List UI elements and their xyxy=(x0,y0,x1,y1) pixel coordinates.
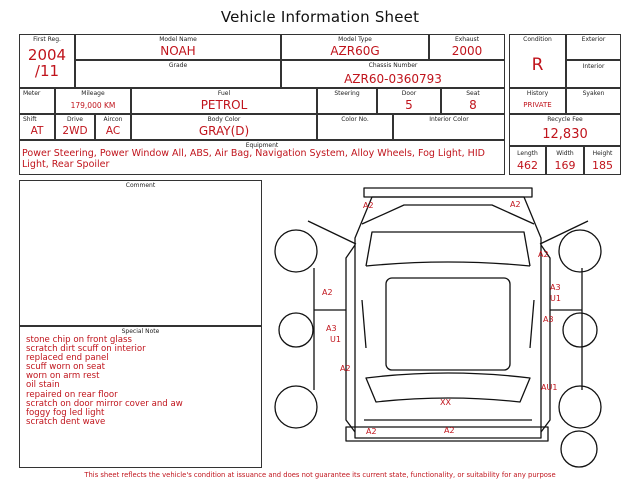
model-type-label: Model Type xyxy=(338,36,372,43)
recycle-fee-value: 12,830 xyxy=(542,127,588,142)
drive-label: Drive xyxy=(67,116,83,123)
interior-label: Interior xyxy=(582,63,605,70)
condition-label: Condition xyxy=(523,36,552,43)
left-side-detail xyxy=(362,300,366,348)
first-reg-label: First Reg. xyxy=(33,36,61,43)
model-type-value: AZR60G xyxy=(330,44,380,58)
aircon-value: AC xyxy=(105,125,121,137)
rear-right-wheel xyxy=(559,386,601,428)
special-note-item: replaced end panel xyxy=(26,353,109,364)
special-note-item: stone chip on front glass xyxy=(26,335,132,345)
damage-mark: XX xyxy=(440,398,451,407)
first-reg-year: 2004 xyxy=(27,46,67,64)
drive-value: 2WD xyxy=(62,125,88,137)
equipment-text: Power Steering, Power Window All, ABS, Air Bag, Navigation System, Alloy Wheels, Fog Light, HID Light, Rear Spoiler xyxy=(22,148,485,170)
interior-color-label: Interior Color xyxy=(429,116,469,123)
width-label: Width xyxy=(556,150,574,157)
first-reg-month: /11 xyxy=(34,62,60,80)
body-color-value: GRAY(D) xyxy=(198,124,250,138)
recycle-fee-label: Recycle Fee xyxy=(547,116,583,123)
length-label: Length xyxy=(517,150,538,157)
shift-value: AT xyxy=(30,125,44,137)
hood-outline xyxy=(362,205,534,224)
damage-mark: A2 xyxy=(322,288,333,297)
disclaimer-text: This sheet reflects the vehicle's condition at issuance and does not guarantee its current state, functionality, or suitability for any purpose xyxy=(84,471,556,479)
left-side-line xyxy=(346,245,355,432)
history-value: PRIVATE xyxy=(523,101,552,109)
body-color-label: Body Color xyxy=(207,116,241,123)
damage-mark: A2 xyxy=(510,200,521,209)
special-note-item: oil stain xyxy=(26,380,60,391)
chassis-value: AZR60-0360793 xyxy=(344,72,442,86)
right-side-wheel xyxy=(563,313,597,347)
damage-mark: A2 xyxy=(538,250,549,259)
page-title: Vehicle Information Sheet xyxy=(220,8,420,26)
color-no-label: Color No. xyxy=(341,116,369,123)
chassis-label: Chassis Number xyxy=(368,62,418,69)
model-name-label: Model Name xyxy=(159,36,197,43)
special-note-item: foggy fog led light xyxy=(26,407,105,418)
front-left-wheel xyxy=(275,230,317,272)
history-label: History xyxy=(526,90,549,97)
roof-outline xyxy=(386,278,510,370)
windshield-outline xyxy=(366,232,530,266)
damage-mark: A3 xyxy=(543,315,554,324)
syaken-label: Syaken xyxy=(582,90,605,97)
left-side-wheel xyxy=(279,313,313,347)
seat-label: Seat xyxy=(466,90,480,97)
aircon-label: Aircon xyxy=(103,116,123,123)
seat-value: 8 xyxy=(469,98,477,112)
damage-mark: U1 xyxy=(330,335,341,344)
exhaust-label: Exhaust xyxy=(454,36,480,43)
special-note-item: worn on arm rest xyxy=(26,371,100,382)
damage-mark: A2 xyxy=(363,201,374,210)
length-value: 462 xyxy=(517,159,538,172)
spare-tire xyxy=(561,431,597,467)
special-note-item: scratch dirt scuff on interior xyxy=(26,344,146,355)
mileage-label: Mileage xyxy=(81,90,105,97)
damage-mark: U1 xyxy=(550,294,561,303)
damage-mark: A2 xyxy=(340,364,351,373)
special-note-label: Special Note xyxy=(121,328,160,335)
right-mirror-line xyxy=(540,221,588,244)
model-name-value: NOAH xyxy=(160,44,196,58)
damage-mark: A2 xyxy=(366,427,377,436)
exterior-label: Exterior xyxy=(581,36,606,43)
right-side-detail xyxy=(530,300,534,348)
damage-mark: A3 xyxy=(326,324,337,333)
windshield-lower-line xyxy=(366,262,530,266)
steering-label: Steering xyxy=(334,90,360,97)
width-value: 169 xyxy=(554,159,576,172)
height-value: 185 xyxy=(592,159,613,172)
right-side-line xyxy=(541,245,550,432)
comment-label: Comment xyxy=(125,182,156,189)
fuel-value: PETROL xyxy=(200,98,248,112)
front-right-wheel xyxy=(559,230,601,272)
door-value: 5 xyxy=(405,98,413,112)
left-mirror-line xyxy=(308,221,356,244)
damage-mark: A3 xyxy=(550,283,561,292)
condition-value: R xyxy=(531,55,544,75)
equipment-label: Equipment xyxy=(245,142,279,149)
rear-left-wheel xyxy=(275,386,317,428)
special-note-item: scratch dent wave xyxy=(26,416,106,427)
grade-label: Grade xyxy=(168,62,188,69)
fuel-label: Fuel xyxy=(217,90,231,97)
height-label: Height xyxy=(592,150,613,157)
front-bumper-outline xyxy=(364,188,532,197)
shift-label: Shift xyxy=(23,116,37,123)
special-note-item: scratch on door mirror cover and aw xyxy=(26,398,183,409)
mileage-value: 179,000 KM xyxy=(70,101,116,110)
damage-mark: AU1 xyxy=(541,383,558,392)
door-label: Door xyxy=(401,90,417,97)
special-note-item: scuff worn on seat xyxy=(26,362,105,373)
exhaust-value: 2000 xyxy=(451,44,483,58)
damage-mark: A2 xyxy=(444,426,455,435)
meter-label: Meter xyxy=(23,90,41,97)
special-note-item: repaired on rear floor xyxy=(26,389,118,400)
